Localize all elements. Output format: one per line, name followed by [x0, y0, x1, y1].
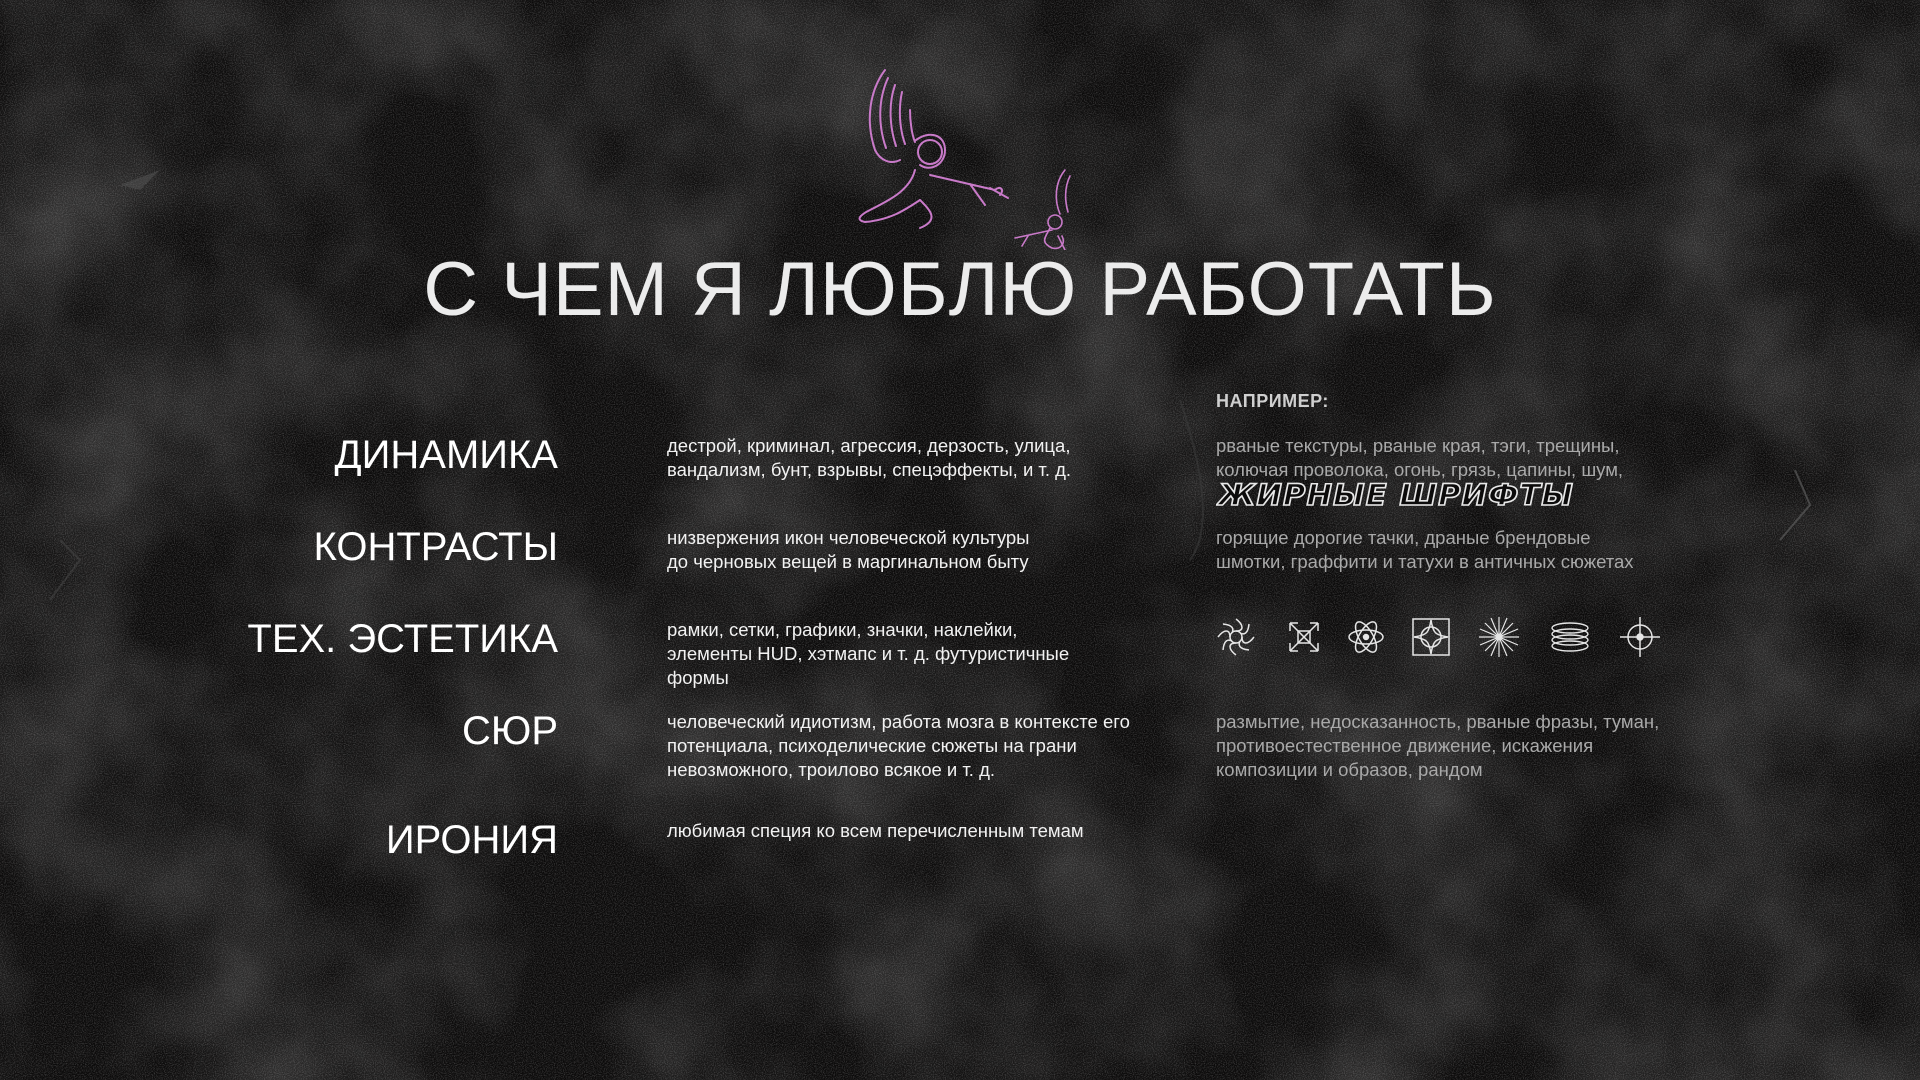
description-line: человеческий идиотизм, работа мозга в контексте его — [667, 711, 1130, 732]
description-line: до черновых вещей в маргинальном быту — [667, 551, 1029, 572]
example-surreal — [1216, 710, 1736, 782]
square-star-icon — [1409, 615, 1453, 659]
example-line: композиции и образов, рандом — [1216, 759, 1483, 780]
category-contrasts: КОНТРАСТЫ — [313, 525, 558, 569]
cupid-small-icon — [1015, 170, 1070, 250]
description-irony — [667, 819, 1187, 843]
atom-icon — [1344, 615, 1388, 659]
stacked-disks-icon — [1548, 615, 1592, 659]
description-line: потенциала, психоделические сюжеты на грани — [667, 735, 1077, 756]
example-line: рваные текстуры, рваные края, тэги, трещины, — [1216, 435, 1620, 456]
description-contrasts — [667, 526, 1187, 574]
description-line: элементы HUD, хэтмапс и т. д. футуристичные — [667, 643, 1070, 664]
example-line: горящие дорогие тачки, драные брендовые — [1216, 527, 1591, 548]
example-contrasts — [1216, 526, 1736, 574]
description-line: дестрой, криминал, агрессия, дерзость, улица, — [667, 435, 1071, 456]
example-line: размытие, недосказанность, рваные фразы, туман, — [1216, 711, 1660, 732]
page-title: С ЧЕМ Я ЛЮБЛЮ РАБОТАТЬ — [423, 247, 1497, 332]
bold-fonts-sample — [1216, 478, 1596, 512]
example-line: шмотки, граффити и татухи в античных сюжетах — [1216, 551, 1634, 572]
description-dynamics — [667, 434, 1187, 482]
description-line: невозможного, троилово всякое и т. д. — [667, 759, 996, 780]
starburst-icon — [1477, 615, 1521, 659]
example-dynamics — [1216, 434, 1736, 482]
crossed-frame-icon — [1282, 615, 1326, 659]
svg-text:ЖИРНЫЕ ШРИФТЫ: ЖИРНЫЕ ШРИФТЫ — [1216, 478, 1574, 512]
crosshair-icon — [1618, 615, 1662, 659]
description-line: вандализм, бунт, взрывы, спецэффекты, и т. д. — [667, 459, 1072, 480]
description-line: рамки, сетки, графики, значки, наклейки, — [667, 619, 1018, 640]
examples-heading: НАПРИМЕР: — [1216, 391, 1329, 411]
category-irony: ИРОНИЯ — [385, 818, 558, 862]
example-line: колючая проволока, огонь, грязь, цапины, шум, — [1216, 459, 1624, 480]
description-tech-aesthetic — [667, 618, 1187, 690]
example-line: противоестественное движение, искажения — [1216, 735, 1594, 756]
description-line: низвержения икон человеческой культуры — [667, 527, 1030, 548]
tech-icons-row — [1214, 615, 1664, 665]
category-surreal: СЮР — [462, 709, 558, 753]
description-line: любимая специя ко всем перечисленным темам — [667, 820, 1084, 841]
description-line: формы — [667, 667, 729, 688]
spiral-flower-icon — [1214, 615, 1258, 659]
description-surreal — [667, 710, 1187, 782]
category-tech-aesthetic: ТЕХ. ЭСТЕТИКА — [247, 617, 558, 661]
cupid-illustration — [820, 60, 1120, 250]
cupid-large-icon — [860, 70, 1008, 228]
category-dynamics: ДИНАМИКА — [334, 433, 558, 477]
